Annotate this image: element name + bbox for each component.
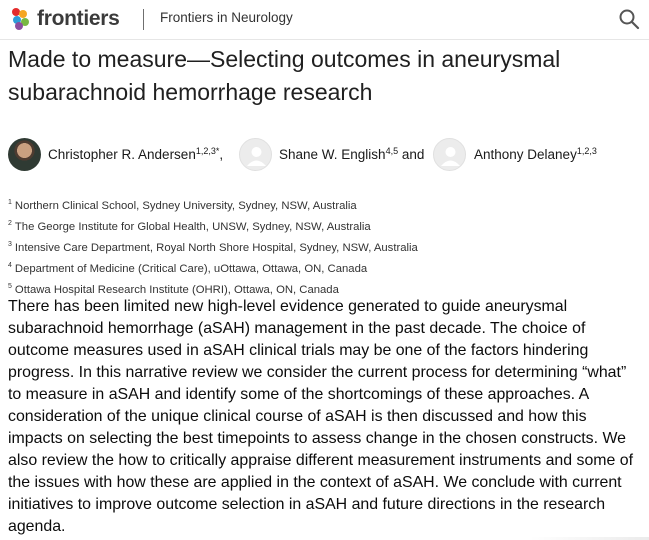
author-avatar-delaney[interactable] <box>433 138 466 171</box>
author-affiliation-sup: 4,5 <box>385 146 399 156</box>
author-avatar-andersen[interactable] <box>8 138 41 171</box>
affiliation-number: 3 <box>8 241 12 248</box>
search-icon <box>617 7 641 31</box>
affiliation-text: Department of Medicine (Critical Care), uOttawa, Ottawa, ON, Canada <box>14 263 368 275</box>
frontiers-logo-icon <box>12 8 32 30</box>
author-avatar-english[interactable] <box>239 138 272 171</box>
header-divider <box>143 9 144 30</box>
affiliation-number: 2 <box>8 220 12 227</box>
author-english[interactable] <box>279 146 424 162</box>
author-affiliation-sup: 1,2,3 <box>576 146 597 156</box>
affiliation-number: 4 <box>8 262 12 269</box>
author-list <box>8 138 648 172</box>
frontiers-logo[interactable] <box>12 7 119 31</box>
author-name: Christopher R. Andersen <box>48 147 196 162</box>
search-button[interactable] <box>617 7 641 31</box>
affiliation-item <box>8 215 418 236</box>
affiliation-text: Intensive Care Department, Royal North Shore Hospital, Sydney, NSW, Australia <box>14 242 418 254</box>
user-placeholder-icon <box>240 139 272 171</box>
author-name: Anthony Delaney <box>474 147 577 162</box>
affiliation-item <box>8 194 418 215</box>
affiliation-item <box>8 236 418 257</box>
journal-name-link[interactable]: Frontiers in Neurology <box>160 10 293 25</box>
author-name: Shane W. English <box>279 147 386 162</box>
affiliation-number: 5 <box>8 283 12 290</box>
affiliation-text: Northern Clinical School, Sydney University, Sydney, NSW, Australia <box>14 200 357 212</box>
logo-text: frontiers <box>37 7 120 30</box>
abstract-text: There has been limited new high-level evidence generated to guide aneurysmal subarachnoid hemorrhage (aSAH) management in the past decade. The choice of outcome measures used in aSAH clinical trials may be one of the factors hindering progress. In this narrative review we consider the current process for determining “what” to measure in aSAH and identify some of the shortcomings of these approaches. A consideration of the unique clinical course of aSAH is then discussed and how this impacts on selecting the best timepoints to assess change in the chosen constructs. We also review the how to critically appraise different measurement instruments and some of the issues with how these are applied in the context of aSAH. We conclude with current initiatives to improve outcome selection in aSAH and future directions in the research agenda. <box>8 298 634 535</box>
author-delaney[interactable] <box>474 146 597 162</box>
affiliation-text: The George Institute for Global Health, UNSW, Sydney, NSW, Australia <box>14 221 371 233</box>
affiliation-number: 1 <box>8 199 12 206</box>
affiliation-text: Ottawa Hospital Research Institute (OHRI), Ottawa, ON, Canada <box>14 284 339 296</box>
author-affiliation-sup: 1,2,3* <box>195 146 220 156</box>
affiliation-item <box>8 257 418 278</box>
user-placeholder-icon <box>434 139 466 171</box>
article-title: Made to measure—Selecting outcomes in aneurysmal subarachnoid hemorrhage research <box>8 46 561 105</box>
affiliations-list <box>8 194 418 299</box>
author-separator: and <box>398 147 425 162</box>
author-andersen[interactable] <box>48 146 223 162</box>
author-separator: , <box>219 147 224 162</box>
site-header <box>0 0 649 40</box>
